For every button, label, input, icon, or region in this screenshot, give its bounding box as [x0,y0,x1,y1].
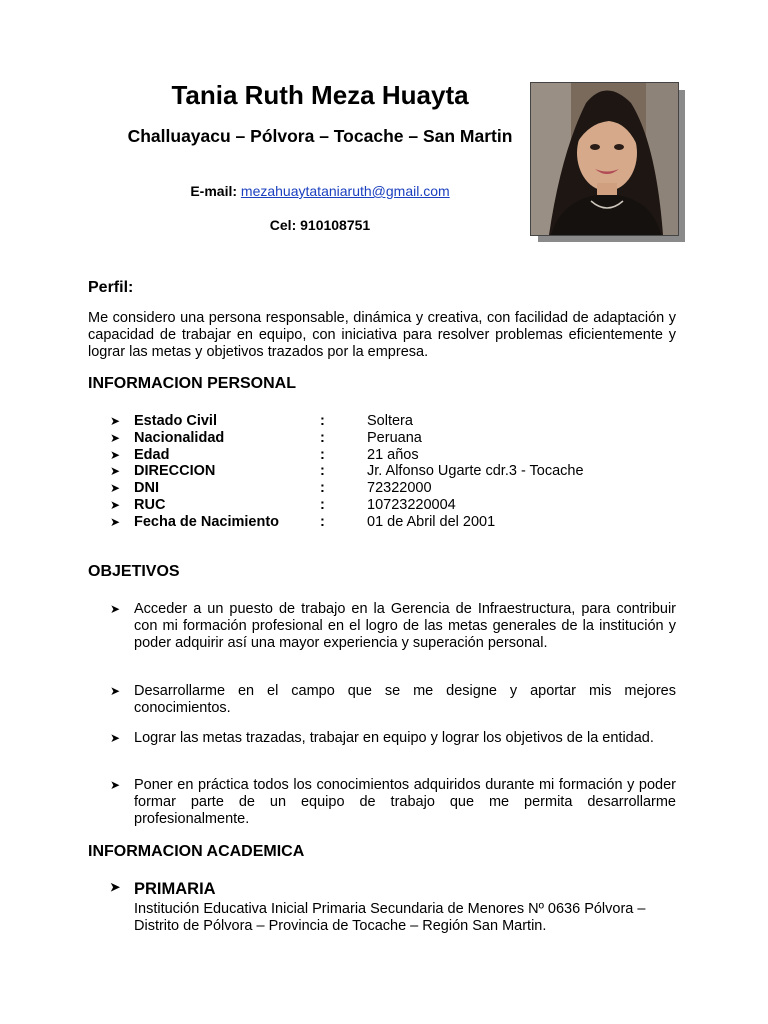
info-value: 72322000 [367,480,432,497]
email-line [120,183,520,199]
info-label: RUC [134,496,166,513]
info-colon: : [320,413,325,429]
info-label: Edad [134,446,170,463]
objetivo-text: Lograr las metas trazadas, trabajar en equipo y lograr los objetivos de la entidad. [134,730,654,746]
email-label: E-mail: [190,183,238,199]
info-label: Estado Civil [134,413,217,429]
info-colon: : [320,463,325,480]
info-value: Peruana [367,429,422,446]
personal-info-row [110,463,670,480]
info-value: 10723220004 [367,496,456,513]
perfil-heading: Perfil: [88,279,134,296]
bullet-arrow-icon: ➤ [110,731,121,745]
objetivo-item [110,683,676,717]
bullet-arrow-icon: ➤ [110,414,121,428]
personal-info-row [110,514,670,531]
personal-info-heading: INFORMACION PERSONAL [88,375,296,392]
primaria-title: PRIMARIA [134,880,216,898]
bullet-arrow-icon: ➤ [110,602,121,616]
personal-info-row [110,480,670,497]
perfil-text: Me considero una persona responsable, dinámica y creativa, con facilidad de adaptación y capacidad de trabajar en equipo, con iniciativa para resolver problemas eficientemente y lograr las metas y objetivos trazados por la empresa. [88,310,676,360]
personal-info-row [110,413,670,430]
objetivo-text: Desarrollarme en el campo que se me designe y aportar mis mejores conocimientos. [134,683,676,716]
objetivo-item [110,777,676,828]
phone-line: Cel: 910108751 [269,217,371,233]
bullet-arrow-icon: ➤ [110,497,121,512]
bullet-arrow-icon: ➤ [110,778,121,792]
info-colon: : [320,513,325,530]
primaria-heading [110,880,216,899]
info-colon: : [320,480,325,497]
info-value: Soltera [367,413,413,429]
candidate-address: Challuayacu – Pólvora – Tocache – San Martin [127,126,513,146]
objetivo-item [110,601,676,652]
profile-photo-illustration [531,83,678,235]
bullet-arrow-icon: ➤ [110,430,121,445]
personal-info-row [110,430,670,447]
profile-photo [530,82,679,236]
info-colon: : [320,446,325,463]
bullet-arrow-icon: ➤ [110,464,121,479]
personal-info-row [110,447,670,464]
info-label: DNI [134,480,159,497]
info-colon: : [320,496,325,513]
info-label: DIRECCION [134,463,216,480]
candidate-name: Tania Ruth Meza Huayta [171,80,469,110]
info-label: Fecha de Nacimiento [134,513,280,530]
email-link[interactable]: mezahuaytataniaruth@gmail.com [240,183,450,199]
objetivo-item [110,730,676,747]
personal-info-row [110,497,670,514]
info-value: Jr. Alfonso Ugarte cdr.3 - Tocache [367,463,584,480]
bullet-arrow-icon: ➤ [110,514,121,529]
academic-info-heading: INFORMACION ACADEMICA [88,843,305,860]
info-value: 01 de Abril del 2001 [367,513,496,530]
info-colon: : [320,429,325,446]
bullet-arrow-icon: ➤ [110,447,121,462]
info-value: 21 años [367,446,419,463]
objetivos-heading: OBJETIVOS [88,563,180,580]
bullet-arrow-icon: ➤ [110,481,121,496]
bullet-arrow-icon: ➤ [110,684,121,698]
bullet-arrow-icon: ➤ [110,880,121,894]
personal-info-list [110,413,670,531]
primaria-text: Institución Educativa Inicial Primaria Secundaria de Menores Nº 0636 Pólvora – Distrito de Pólvora – Provincia de Tocache – Región San Martin. [134,901,646,934]
objetivo-text: Poner en práctica todos los conocimientos adquiridos durante mi formación y poder formar parte de un equipo de trabajo que me permita desarrollarme profesionalmente. [134,777,676,827]
info-label: Nacionalidad [134,429,225,446]
objetivo-text: Acceder a un puesto de trabajo en la Gerencia de Infraestructura, para contribuir con mi formación profesional en el logro de las metas generales de la institución y poder adquirir así una mayor experiencia y superación personal. [134,601,676,651]
